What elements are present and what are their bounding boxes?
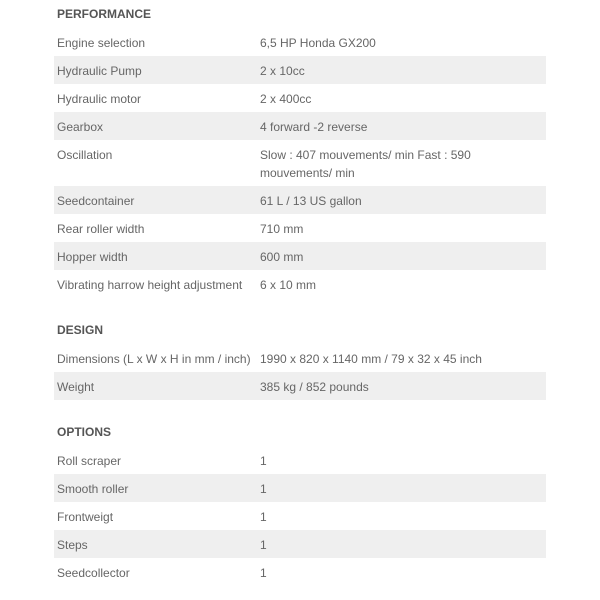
table-row xyxy=(54,446,546,474)
table-row xyxy=(54,530,546,558)
table-row xyxy=(54,112,546,140)
section-title: PERFORMANCE xyxy=(57,7,152,21)
spec-label: Hydraulic Pump xyxy=(54,56,257,84)
spec-value: 2 x 10cc xyxy=(257,56,546,84)
table-row xyxy=(54,56,546,84)
table-row xyxy=(54,558,546,586)
spec-value: 600 mm xyxy=(257,242,546,270)
spec-label: Seedcontainer xyxy=(54,186,257,214)
spec-section-options xyxy=(54,418,546,586)
table-row xyxy=(54,474,546,502)
spec-value: 1 xyxy=(260,510,267,524)
spec-value: 6 x 10 mm xyxy=(260,278,317,292)
table-row xyxy=(54,140,546,186)
spec-label: Roll scraper xyxy=(57,454,122,468)
spec-label: Steps xyxy=(54,530,257,558)
spec-value: 1 xyxy=(260,566,267,580)
spec-label: Dimensions (L x W x H in mm / inch) xyxy=(57,352,251,366)
spec-value: 1 xyxy=(260,454,267,468)
spec-table xyxy=(54,446,546,586)
spec-label: Hopper width xyxy=(54,242,257,270)
spec-sheet xyxy=(54,0,546,586)
spec-table xyxy=(54,344,546,400)
spec-table xyxy=(54,28,546,298)
section-title: OPTIONS xyxy=(57,425,112,439)
spec-value: 4 forward -2 reverse xyxy=(257,112,546,140)
spec-label: Engine selection xyxy=(57,36,146,50)
spec-value: 710 mm xyxy=(260,222,304,236)
spec-label: Seedcollector xyxy=(57,566,130,580)
table-row xyxy=(54,28,546,56)
table-row xyxy=(54,186,546,214)
spec-label: Vibrating harrow height adjustment xyxy=(57,278,243,292)
table-row xyxy=(54,372,546,400)
spec-label: Hydraulic motor xyxy=(57,92,142,106)
spec-value: 1990 x 820 x 1140 mm / 79 x 32 x 45 inch xyxy=(260,352,482,366)
table-row xyxy=(54,270,546,298)
spec-value: 1 xyxy=(257,530,546,558)
spec-section-design xyxy=(54,316,546,400)
section-title: DESIGN xyxy=(57,323,104,337)
spec-label: Oscillation xyxy=(57,148,113,162)
spec-label: Gearbox xyxy=(54,112,257,140)
spec-section-performance xyxy=(54,0,546,298)
spec-value: 61 L / 13 US gallon xyxy=(257,186,546,214)
spec-value: 385 kg / 852 pounds xyxy=(257,372,546,400)
table-row xyxy=(54,242,546,270)
table-row xyxy=(54,502,546,530)
spec-label: Smooth roller xyxy=(54,474,257,502)
table-row xyxy=(54,84,546,112)
spec-label: Frontweigt xyxy=(57,510,114,524)
spec-label: Rear roller width xyxy=(57,222,145,236)
spec-value: 2 x 400cc xyxy=(260,92,312,106)
table-row xyxy=(54,214,546,242)
spec-label: Weight xyxy=(54,372,257,400)
spec-value: 1 xyxy=(257,474,546,502)
spec-value: Slow : 407 mouvements/ min Fast : 590 mouvements/ min xyxy=(260,148,471,180)
table-row xyxy=(54,344,546,372)
spec-value: 6,5 HP Honda GX200 xyxy=(260,36,376,50)
